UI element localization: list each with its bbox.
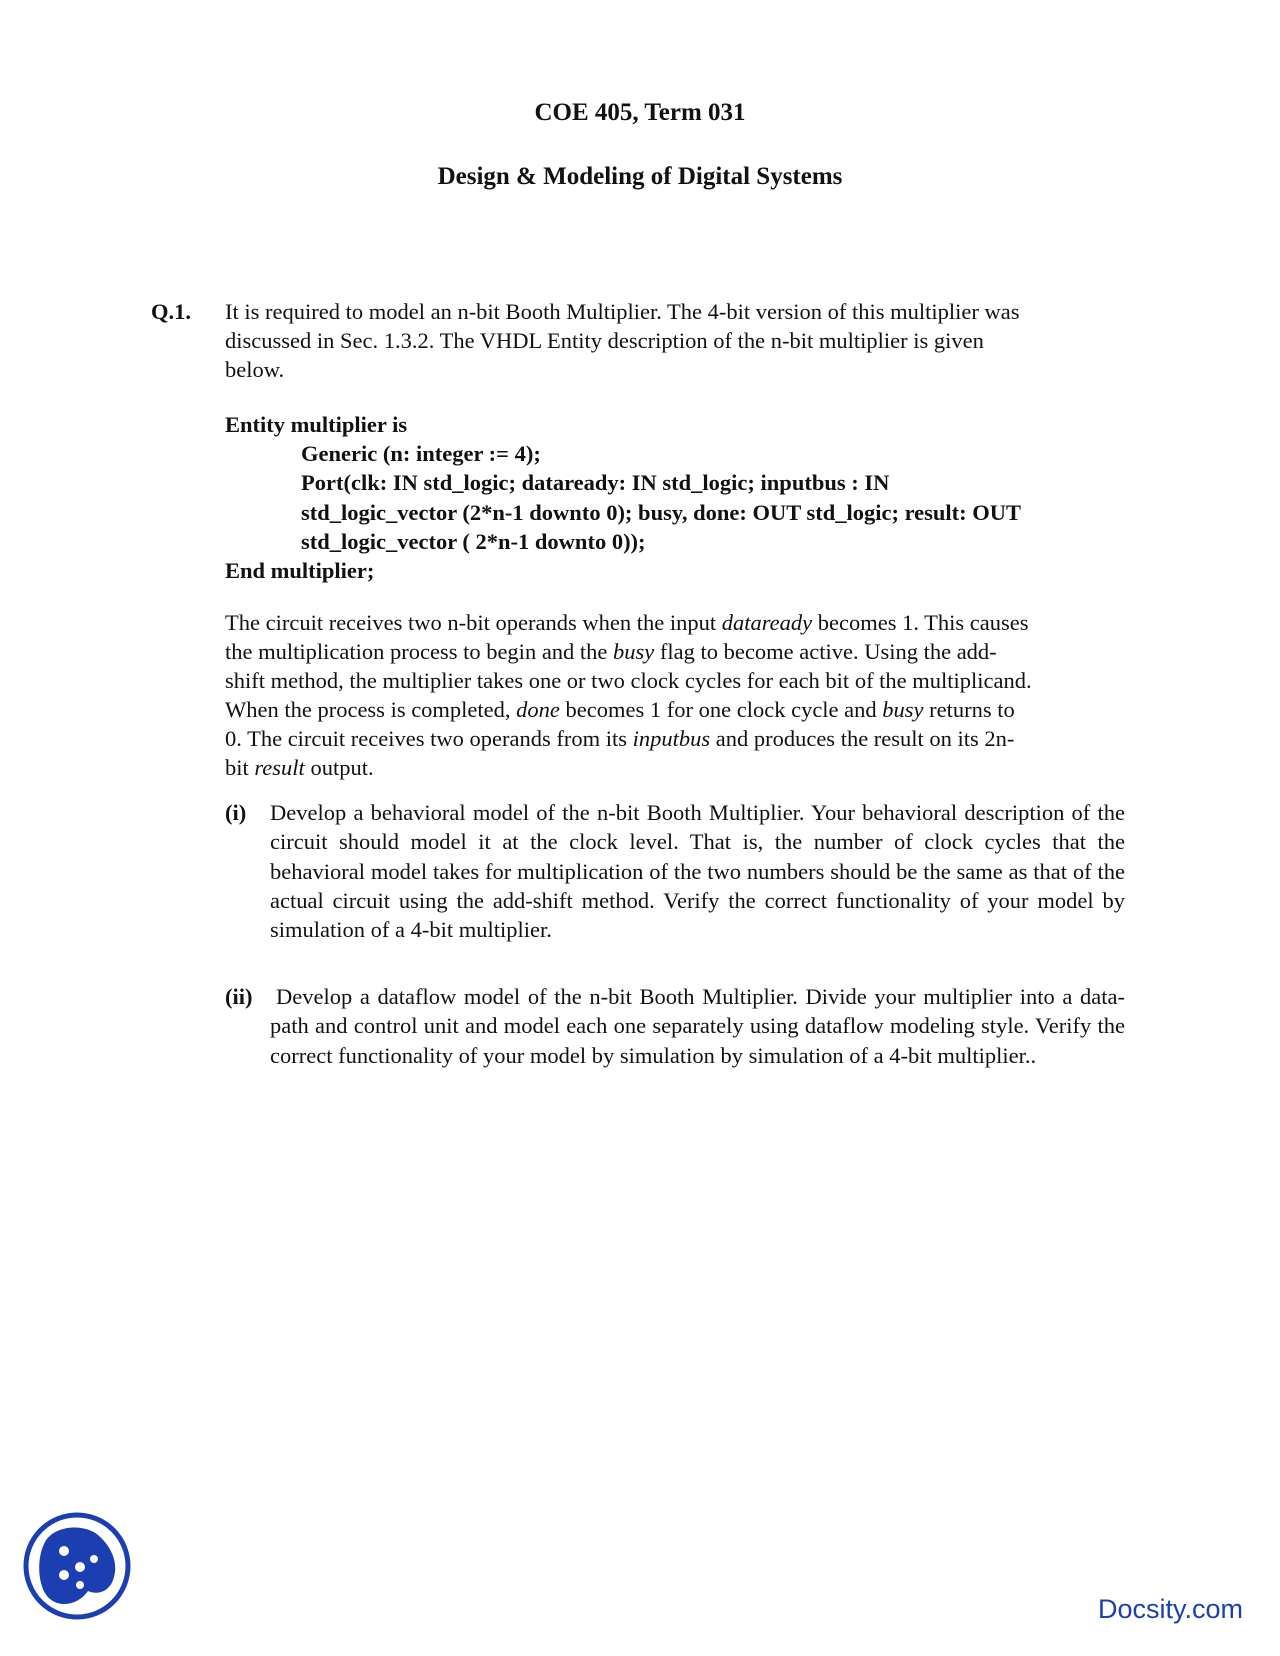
docsity-logo-icon [22,1511,132,1621]
intro-line: below. [225,357,285,382]
description-line: the multiplication process to begin and the busy flag to become active. Using the add- [225,639,997,664]
intro-line: It is required to model an n-bit Booth Multiplier. The 4-bit version of this multiplier was [225,299,1020,324]
description-line: The circuit receives two n-bit operands when the input dataready becomes 1. This causes [225,610,1029,635]
entity-line: std_logic_vector (2*n-1 downto 0); busy, done: OUT std_logic; result: OUT [301,499,1022,525]
signal-name: done [516,697,560,722]
document-title: COE 405, Term 031 [534,99,746,126]
description-line: bit result output. [225,755,374,780]
description-line: 0. The circuit receives two operands from its inputbus and produces the result on its 2n- [225,726,1015,751]
vhdl-entity-block [225,410,1125,585]
signal-name: dataready [721,610,813,635]
signal-name: busy [882,697,924,722]
entity-line: Entity multiplier is [225,412,408,437]
signal-name: busy [613,639,655,664]
part-label: (i) [225,800,247,825]
document-subtitle: Design & Modeling of Digital Systems [437,163,843,190]
entity-line: Generic (n: integer := 4); [301,441,541,467]
description-line: shift method, the multiplier takes one or two clock cycles for each bit of the multiplicand. [225,668,1032,693]
part-i [225,798,1125,944]
circuit-description [225,608,1135,782]
question-label: Q.1. [151,299,192,324]
entity-line: Port(clk: IN std_logic; dataready: IN std_logic; inputbus : IN [301,470,890,496]
signal-name: result [254,755,305,780]
part-label: (ii) [225,984,253,1009]
part-ii [225,982,1125,1070]
entity-line: std_logic_vector ( 2*n-1 downto 0)); [301,528,646,554]
question-intro [225,297,1125,384]
part-text: Develop a dataflow model of the n-bit Booth Multiplier. Divide your multiplier into a data-path and control unit and model each one separately using dataflow modeling style. Verify the correct functionality of your model by simulation by simulation of a 4-bit multiplier.. [270,984,1125,1068]
part-text: Develop a behavioral model of the n-bit Booth Multiplier. Your behavioral description of the circuit should model it at the clock level. That is, the number of clock cycles that the behavioral model takes for multiplication of the two numbers should be the same as that of the actual circuit using the add-shift method. Verify the correct functionality of your model by simulation of a 4-bit multiplier. [270,800,1125,943]
description-line: When the process is completed, done becomes 1 for one clock cycle and busy returns to [225,697,1015,722]
docsity-brand[interactable]: Docsity.com [1098,1594,1244,1624]
intro-line: discussed in Sec. 1.3.2. The VHDL Entity description of the n-bit multiplier is given [225,328,984,353]
signal-name: inputbus [632,726,711,751]
entity-line: End multiplier; [225,558,375,584]
